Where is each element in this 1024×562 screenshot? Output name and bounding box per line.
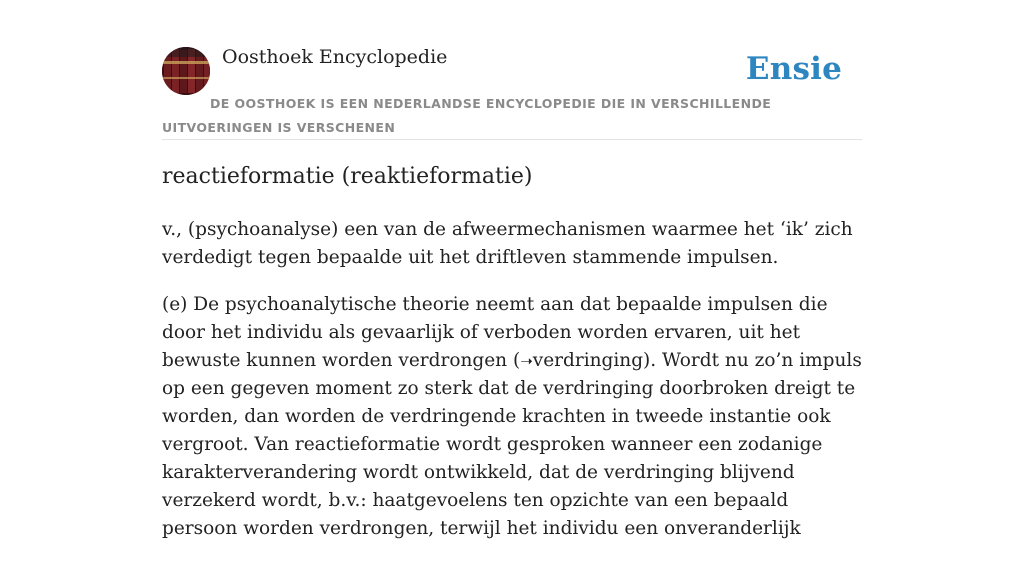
brand-logo[interactable]: Ensie	[745, 51, 842, 87]
page-title: reactieformatie (reaktieformatie)	[162, 164, 533, 189]
divider	[162, 139, 862, 140]
article-body	[162, 216, 864, 562]
paragraph-text-start: (e) De psychoanalytische theorie neemt aan dat bepaalde impulsen die door het individu als gevaarlijk of verboden worden ervaren, uit het bewuste kunnen worden verdrongen (	[162, 294, 828, 371]
definition-paragraph: v., (psychoanalyse) een van de afweermechanismen waarmee het ‘ik’ zich verdedigt tegen bepaalde uit het driftleven stammende impulsen.	[162, 219, 853, 268]
link-arrow-icon: ➝	[520, 352, 533, 370]
book-spines-icon	[162, 47, 210, 95]
paragraph-text-end: ). Wordt nu zo’n impuls op een gegeven moment zo sterk dat de verdringing doorbroken dreigt te worden, dan worden de verdringende krachten in tweede instantie ook vergroot. Van reactieformatie wordt gesproken wanneer een zodanige karakterverandering wordt ontwikkeld, dat de verdringing blijvend verzekerd wordt, b.v.: haatgevoelens ten opzichte van een bepaald persoon worden verdrongen, terwijl het individu een onveranderlijk	[162, 350, 862, 539]
body-paragraph	[162, 291, 864, 543]
site-name[interactable]: Oosthoek Encyclopedie	[222, 46, 448, 68]
tagline: DE OOSTHOEK IS EEN NEDERLANDSE ENCYCLOPEDIE DIE IN VERSCHILLENDE UITVOERINGEN IS VERSCHENEN	[162, 96, 772, 135]
avatar[interactable]	[162, 47, 210, 95]
verdringing-link[interactable]: verdringing	[532, 350, 644, 371]
